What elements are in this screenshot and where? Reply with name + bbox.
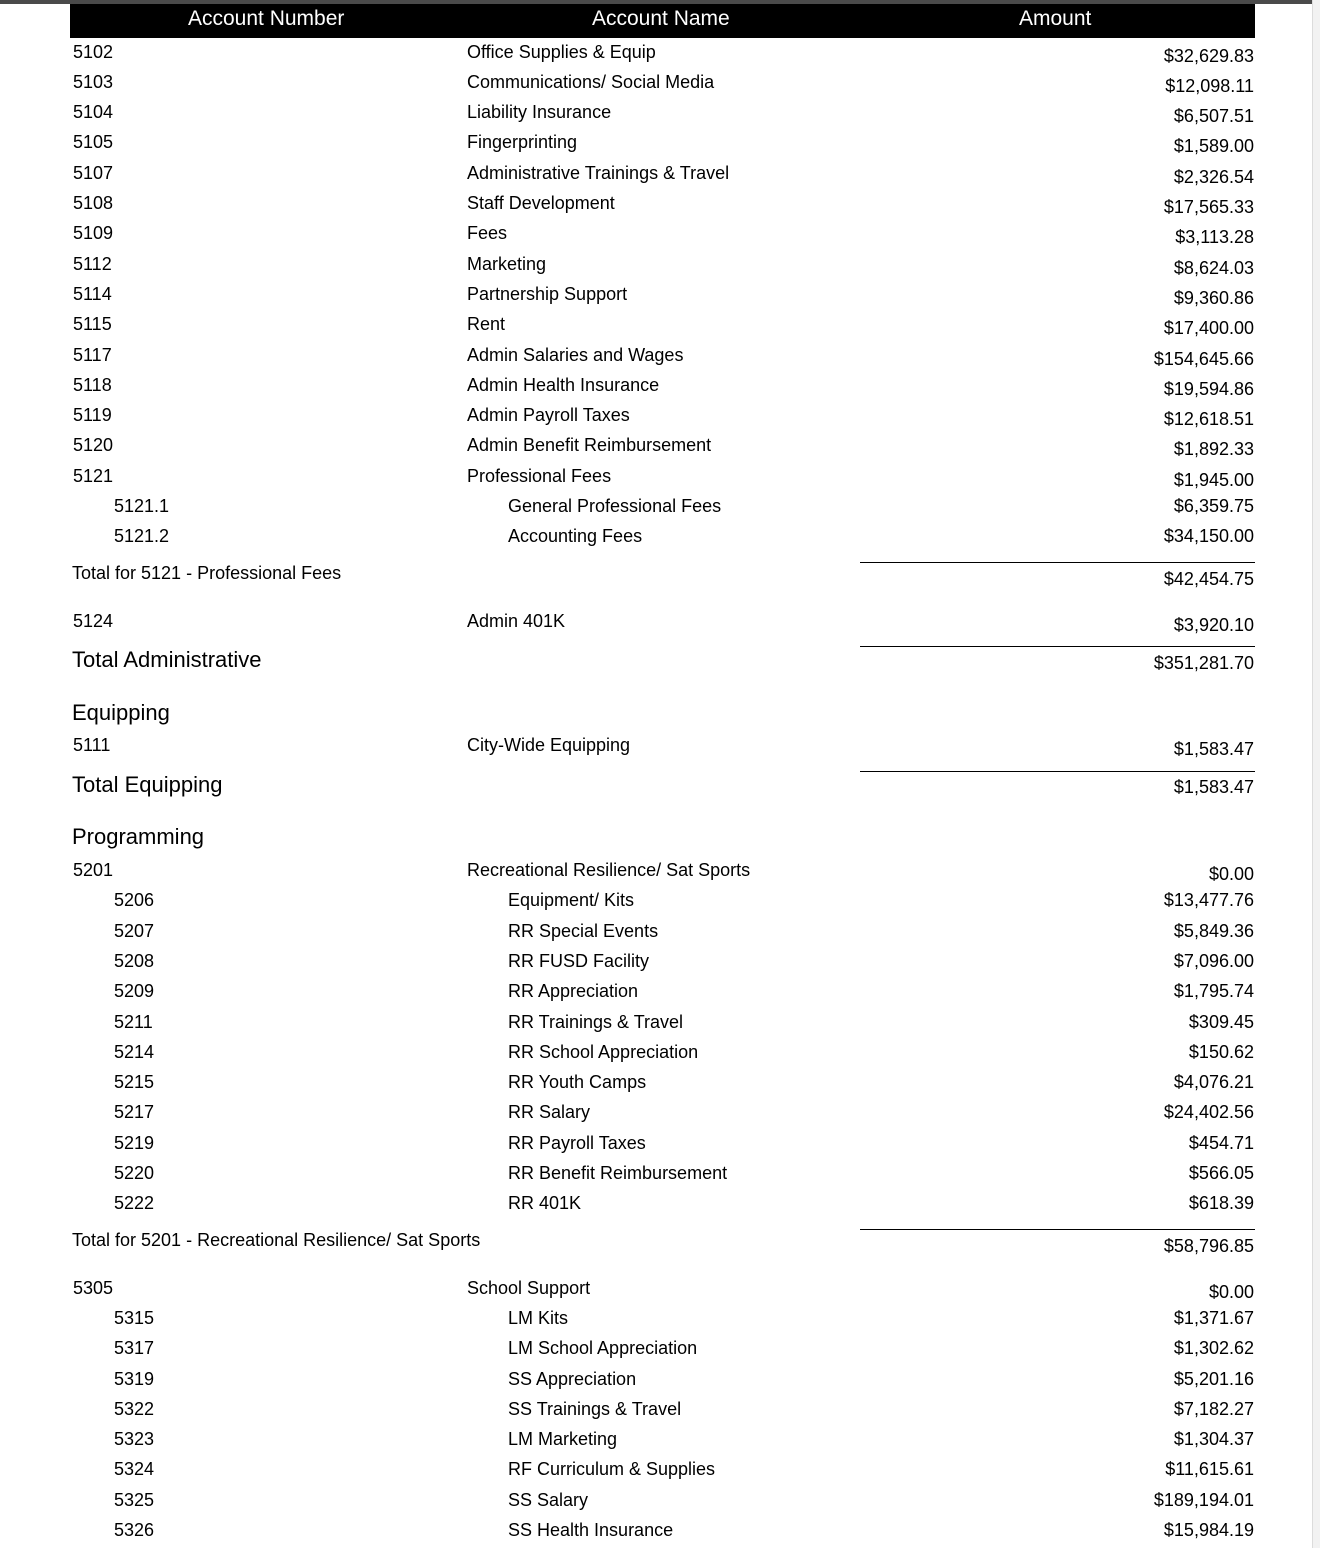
account-amount: $11,615.61 <box>1165 1459 1254 1479</box>
header-account-number: Account Number <box>188 7 345 30</box>
account-number: 5305 <box>73 1278 114 1298</box>
account-amount: $2,326.54 <box>1173 167 1254 187</box>
account-number: 5319 <box>114 1369 155 1389</box>
account-name: Professional Fees <box>467 466 612 486</box>
account-number: 5326 <box>114 1520 155 1540</box>
account-number: 5105 <box>73 132 114 152</box>
account-amount: $0.00 <box>1208 1282 1254 1302</box>
total-administrative-amount: $351,281.70 <box>1153 653 1254 673</box>
section-heading: Equipping <box>72 700 170 725</box>
account-amount: $154,645.66 <box>1153 349 1254 369</box>
total-equipping-amount: $1,583.47 <box>1173 777 1254 797</box>
account-amount: $15,984.19 <box>1163 1520 1254 1540</box>
account-amount: $150.62 <box>1188 1042 1254 1062</box>
account-number: 5324 <box>114 1459 155 1479</box>
account-amount: $7,182.27 <box>1173 1399 1254 1419</box>
account-amount: $17,565.33 <box>1163 197 1254 217</box>
account-number: 5217 <box>114 1102 155 1122</box>
account-amount: $566.05 <box>1188 1163 1254 1183</box>
account-amount: $1,945.00 <box>1173 470 1254 490</box>
account-number: 5112 <box>73 254 112 274</box>
account-name: RR 401K <box>508 1193 582 1213</box>
account-name: Admin Health Insurance <box>467 375 660 395</box>
account-name: RR Special Events <box>508 921 659 941</box>
account-name: RR Payroll Taxes <box>508 1133 646 1153</box>
account-number: 5206 <box>114 890 155 910</box>
account-name: Liability Insurance <box>467 102 612 122</box>
account-amount: $1,583.47 <box>1173 739 1254 759</box>
account-number: 5119 <box>73 405 112 425</box>
account-number: 5222 <box>114 1193 155 1213</box>
account-amount: $6,359.75 <box>1173 496 1254 516</box>
account-name: LM Kits <box>508 1308 569 1328</box>
account-amount: $618.39 <box>1188 1193 1254 1213</box>
account-name: Fees <box>467 223 508 243</box>
account-name: RR Youth Camps <box>508 1072 647 1092</box>
header-amount: Amount <box>1019 7 1092 30</box>
account-name: LM School Appreciation <box>508 1338 698 1358</box>
account-number: 5220 <box>114 1163 155 1183</box>
account-amount: $1,304.37 <box>1173 1429 1254 1449</box>
account-amount: $8,624.03 <box>1173 258 1254 278</box>
account-number: 5208 <box>114 951 155 971</box>
account-amount: $3,920.10 <box>1173 615 1254 635</box>
account-number: 5121.2 <box>114 526 170 546</box>
subtotal-label: Total for 5201 - Recreational Resilience/ Sat Sports <box>72 1230 481 1250</box>
account-name: SS Salary <box>508 1490 589 1510</box>
account-amount: $3,113.28 <box>1175 227 1254 247</box>
account-number: 5115 <box>73 314 112 334</box>
subtotal-amount: $42,454.75 <box>1163 569 1254 589</box>
account-number: 5325 <box>114 1490 155 1510</box>
table-header <box>70 4 1255 38</box>
account-number: 5121.1 <box>114 496 170 516</box>
account-number: 5117 <box>73 345 112 365</box>
account-number: 5317 <box>114 1338 155 1358</box>
total-administrative-label: Total Administrative <box>72 647 262 672</box>
account-amount: $309.45 <box>1188 1012 1254 1032</box>
account-number: 5104 <box>73 102 114 122</box>
account-name: Admin Benefit Reimbursement <box>467 435 712 455</box>
account-number: 5201 <box>73 860 114 880</box>
account-name: Partnership Support <box>467 284 628 304</box>
account-amount: $9,360.86 <box>1173 288 1254 308</box>
subtotal-rule <box>860 1229 1255 1230</box>
account-name: City-Wide Equipping <box>467 735 631 755</box>
account-name: Fingerprinting <box>467 132 578 152</box>
account-amount: $34,150.00 <box>1163 526 1254 546</box>
account-number: 5215 <box>114 1072 155 1092</box>
account-amount: $1,795.74 <box>1173 981 1254 1001</box>
account-number: 5323 <box>114 1429 155 1449</box>
account-number: 5111 <box>73 735 111 755</box>
account-name: Rent <box>467 314 506 334</box>
account-number: 5209 <box>114 981 155 1001</box>
account-name: RR FUSD Facility <box>508 951 650 971</box>
subtotal-amount: $58,796.85 <box>1163 1236 1254 1256</box>
account-amount: $12,618.51 <box>1163 409 1254 429</box>
subtotal-label: Total for 5121 - Professional Fees <box>72 563 342 583</box>
account-amount: $24,402.56 <box>1163 1102 1254 1122</box>
account-number: 5107 <box>73 163 114 183</box>
account-name: SS Trainings & Travel <box>508 1399 682 1419</box>
header-account-name: Account Name <box>592 7 730 30</box>
account-amount: $4,076.21 <box>1173 1072 1254 1092</box>
account-amount: $454.71 <box>1188 1133 1254 1153</box>
account-name: SS Appreciation <box>508 1369 637 1389</box>
account-amount: $1,892.33 <box>1173 439 1254 459</box>
account-amount: $13,477.76 <box>1163 890 1254 910</box>
subtotal-rule <box>860 646 1255 647</box>
account-number: 5211 <box>114 1012 153 1032</box>
account-name: RR Appreciation <box>508 981 639 1001</box>
account-name: School Support <box>467 1278 591 1298</box>
account-amount: $5,849.36 <box>1173 921 1254 941</box>
account-number: 5315 <box>114 1308 155 1328</box>
account-name: RR Benefit Reimbursement <box>508 1163 728 1183</box>
account-amount: $1,371.67 <box>1173 1308 1254 1328</box>
account-number: 5322 <box>114 1399 155 1419</box>
account-name: Admin 401K <box>467 611 566 631</box>
account-amount: $12,098.11 <box>1165 76 1254 96</box>
account-number: 5207 <box>114 921 155 941</box>
account-amount: $1,302.62 <box>1173 1338 1254 1358</box>
account-name: Marketing <box>467 254 547 274</box>
account-amount: $19,594.86 <box>1163 379 1254 399</box>
subtotal-rule <box>860 562 1255 563</box>
account-number: 5121 <box>73 466 114 486</box>
account-name: RR Salary <box>508 1102 591 1122</box>
account-number: 5108 <box>73 193 114 213</box>
total-equipping-label: Total Equipping <box>72 772 223 797</box>
account-name: General Professional Fees <box>508 496 722 516</box>
account-name: Admin Payroll Taxes <box>467 405 630 425</box>
account-number: 5103 <box>73 72 114 92</box>
account-name: Recreational Resilience/ Sat Sports <box>467 860 751 880</box>
subtotal-rule <box>860 771 1255 772</box>
account-name: Admin Salaries and Wages <box>467 345 684 365</box>
account-amount: $32,629.83 <box>1163 46 1254 66</box>
account-amount: $6,507.51 <box>1173 106 1254 126</box>
account-name: RR Trainings & Travel <box>508 1012 684 1032</box>
account-name: Office Supplies & Equip <box>467 42 656 62</box>
account-name: SS Health Insurance <box>508 1520 674 1540</box>
account-name: RR School Appreciation <box>508 1042 699 1062</box>
account-name: Communications/ Social Media <box>467 72 715 92</box>
account-amount: $5,201.16 <box>1173 1369 1254 1389</box>
account-number: 5120 <box>73 435 114 455</box>
account-number: 5109 <box>73 223 114 243</box>
account-name: Accounting Fees <box>508 526 643 546</box>
vertical-scrollbar[interactable] <box>1312 0 1320 1548</box>
account-name: Equipment/ Kits <box>508 890 635 910</box>
account-number: 5124 <box>73 611 114 631</box>
account-name: LM Marketing <box>508 1429 618 1449</box>
account-number: 5214 <box>114 1042 155 1062</box>
account-amount: $17,400.00 <box>1163 318 1254 338</box>
section-heading: Programming <box>72 824 205 849</box>
account-name: RF Curriculum & Supplies <box>508 1459 716 1479</box>
account-name: Administrative Trainings & Travel <box>467 163 730 183</box>
account-amount: $7,096.00 <box>1173 951 1254 971</box>
account-amount: $0.00 <box>1208 864 1254 884</box>
account-amount: $1,589.00 <box>1173 136 1254 156</box>
account-number: 5114 <box>73 284 112 304</box>
account-name: Staff Development <box>467 193 615 213</box>
account-number: 5102 <box>73 42 114 62</box>
account-number: 5118 <box>73 375 112 395</box>
account-number: 5219 <box>114 1133 155 1153</box>
account-amount: $189,194.01 <box>1153 1490 1254 1510</box>
